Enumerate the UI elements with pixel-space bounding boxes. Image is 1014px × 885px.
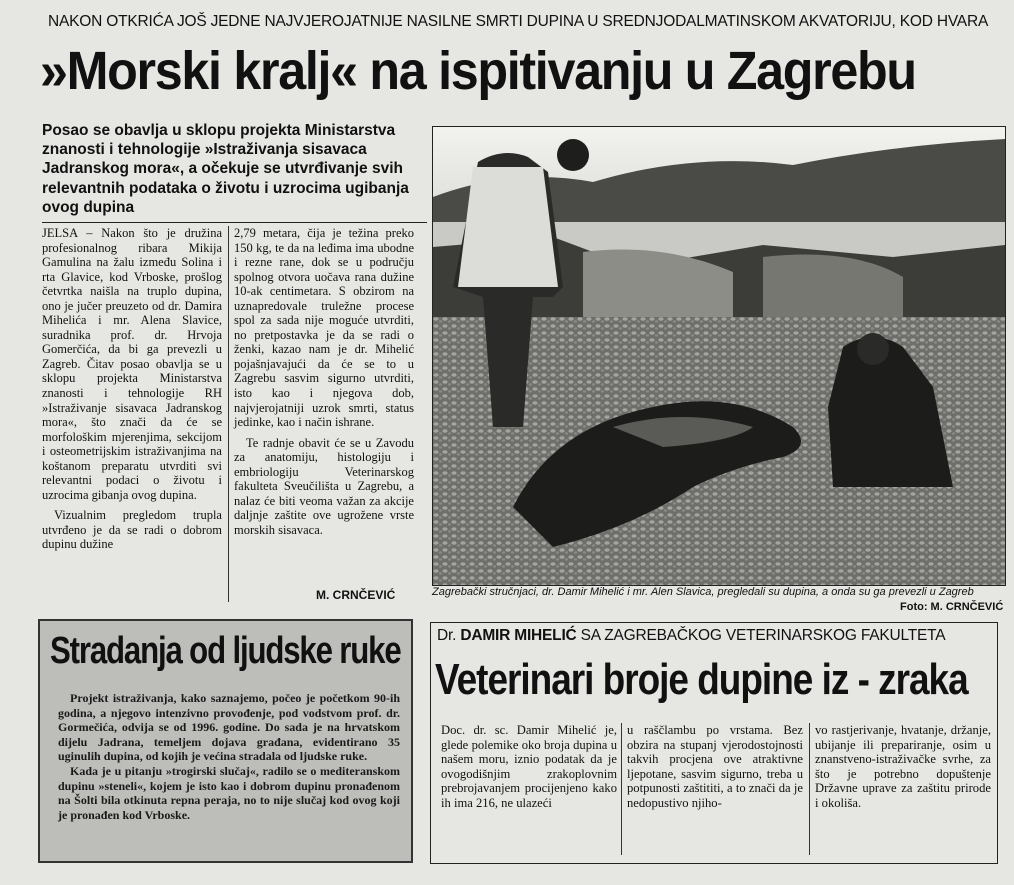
sidebar-right-title: Veterinari broje dupine iz - zraka [435,655,968,704]
kicker-name: DAMIR MIHELIĆ [460,627,577,644]
kicker-prefix: Dr. [437,627,461,644]
article-paragraph: Te radnje obavit će se u Zavodu za anatomiju, histologiju i embriologiju Veterinarskog fakulteta Sveučilišta u Zagrebu, a nalaz će biti veoma važan za akcije daljnje zaštite ove ugrožene vrste morskih sisavaca. [234,435,414,537]
headline: »Morski kralj« na ispitivanju u Zagrebu [40,41,916,101]
sidebar-right-kicker [437,627,945,645]
column-divider [809,723,810,855]
sidebar-box-left [38,619,413,863]
article-column-1 [42,226,222,552]
sidebar-right-column-3: vo rastjerivanje, hvatanje, držanje, ubijanje ili prepariranje, osim u znanstveno-istraživačke svrhe, za što je potrebno dopuštenje Državne uprave za zaštitu prirode i okoliša. [815,723,991,810]
kicker: NAKON OTKRIĆA JOŠ JEDNE NAJVJEROJATNIJE NASILNE SMRTI DUPINA U SREDNJODALMATINSKOM AKVATORIJU, KOD HVARA [48,13,989,30]
column-divider [228,226,229,602]
news-photo [432,126,1006,586]
article-paragraph: JELSA – Nakon što je družina profesionalnog ribara Mikija Gamulina na žalu između Solina i rta Glavice, kod Vrboske, prošlog četvrtka naišla na truplo dupina, ono je jučer preuzeto od dr. Damira Mihelića i mr. Alena Slavice, suradnika prof. dr. Hrvoja Gomerčića, da bi ga prevezli u Zagreb. Čitav posao obavlja se u sklopu projekta Ministarstva znanosti i tehnologije RH »Istraživanje sisavaca Jadranskog mora«, što znači da će se morfološkim mjerenjima, sekcijom i osteometrijskim istraživanjima na koštanom preparatu utvrditi svi relevantni podaci o životu i uzrocima gibanja ovog dupina. [42,226,222,502]
sidebar-box-right [430,622,998,864]
sidebar-left-paragraph: Projekt istraživanja, kako saznajemo, počeo je početkom 90-ih godina, a njegovo intenzivno provođenje, pod vodstvom prof. dr. Gormečića, odvija se od 1996. godine. Do sada je na hrvatskom dijelu Jadrana, temeljem dojava građana, evidentirano 35 uginulih dupina, od kojih je većina stradala od ljudske ruke. [58,691,400,764]
sidebar-right-column-2: u raščlambu po vrstama. Bez obzira na stupanj vjerodostojnosti takvih procjena ove atraktivne ljepotane, sasvim sigurno, treba u potpunosti zaštititi, a to znači da je nedopustivo njiho- [627,723,803,810]
lead-rule [42,222,427,223]
byline: M. CRNČEVIĆ [316,588,396,602]
article-paragraph: 2,79 metara, čija je težina preko 150 kg, te da na leđima ima ubodne i rezne rane, dok se u području spolnog otvora uočava rana dužine 10-ak centimetara. S obzirom na uznapredovale truležne procese spol za sada nije moguće utvrditi, no pretpostavka je da se radi o ženki, kazao nam je dr. Mihelić pojašnjavajući da će se to u Zagrebu sasvim sigurno utvrditi, isto kao i njegova dob, najvjerojatniji uzrok smrti, status jedinke, kao i način ishrane. [234,226,414,430]
sidebar-right-column-1: Doc. dr. sc. Damir Mihelić je, glede polemike oko broja dupina u našem moru, iznio podatak da je ovogodišnjim zrakoplovnim prebrojavanjem procijenjeno kako ih ima 216, ne ulazeći [441,723,617,810]
article-column-2 [234,226,414,537]
lead-paragraph: Posao se obavlja u sklopu projekta Ministarstva znanosti i tehnologije »Istraživanja sisavaca Jadranskog mora«, a očekuje se utvrđivanje svih relevantnih podataka o životu i uzrocima ugibanja ovog dupina [42,122,409,216]
article-paragraph: Vizualnim pregledom trupla utvrđeno je da se radi o dobrom dupinu dužine [42,508,222,552]
sidebar-left-paragraph: Kada je u pitanju »trogirski slučaj«, radilo se o mediteranskom dupinu »steneli«, kojem je isto kao i dobrom dupinu pronađenom na Šolti bila otkinuta repna peraja, no to nije slučaj kod ovog koji je pronađen kod Vrboske. [58,763,400,822]
dolphin-photo-illustration [433,127,1005,585]
sidebar-left-title: Stradanja od ljudske ruke [50,630,401,672]
photo-credit: Foto: M. CRNČEVIĆ [900,601,1004,613]
column-divider [621,723,622,855]
kicker-rest: SA ZAGREBAČKOG VETERINARSKOG FAKULTETA [576,627,946,644]
photo-caption: Zagrebački stručnjaci, dr. Damir Mihelić i mr. Alen Slavica, pregledali su dupina, a onda su ga prevezli u Zagreb [432,586,974,598]
sidebar-left-text [58,691,400,822]
